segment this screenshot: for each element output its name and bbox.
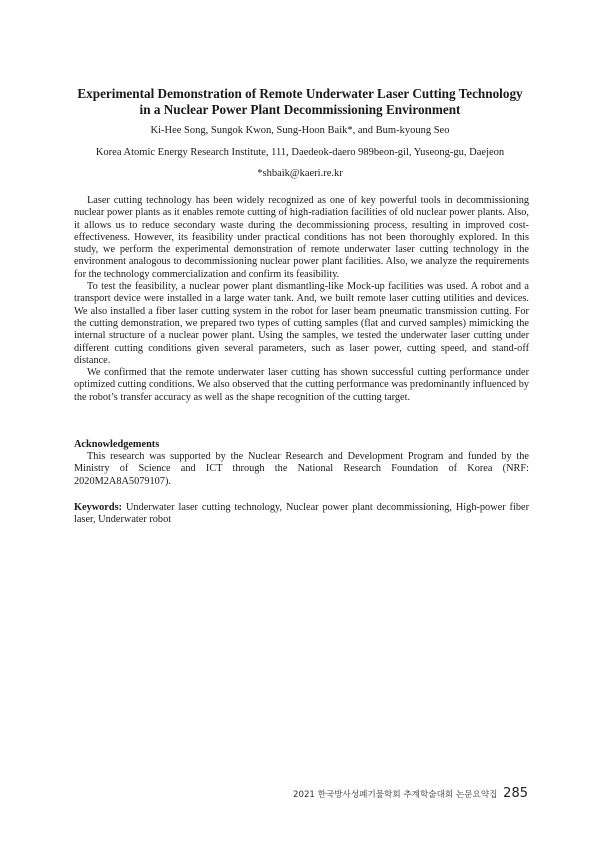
abstract-paragraph-1: Laser cutting technology has been widely recognized as one of key powerful tools in decommissioning nuclear power plants as it enables remote cutting of high-radiation facilities of old nuclear power plants. Also, it allows us to reduce secondary waste during the decommissioning process, resulting in improved cost-effectiveness. However, its feasibility under practical conditions has not been thoroughly explored. In this study, we perform the experimental demonstration of remote underwater laser cutting technology in the environment analogous to decommissioning nuclear power plant facilities. Also, we analyze the requirements for the technology commercialization and confirm its feasibility. bbox=[74, 195, 529, 280]
acknowledgements-section bbox=[74, 451, 529, 488]
acknowledgements-text: This research was supported by the Nuclear Research and Development Program and funded by the Ministry of Science and ICT through the National Research Foundation of Korea (NRF: 2020M2A8A5079107). bbox=[74, 451, 529, 487]
paper-title bbox=[60, 86, 540, 118]
author-list: Ki-Hee Song, Sungok Kwon, Sung-Hoon Baik*, and Bum-kyoung Seo bbox=[150, 125, 450, 136]
keywords-label: Keywords: bbox=[74, 502, 123, 513]
abstract-body bbox=[74, 195, 529, 404]
keywords-section bbox=[74, 502, 529, 527]
acknowledgements-heading: Acknowledgements bbox=[74, 439, 160, 450]
page-footer bbox=[293, 786, 528, 801]
corresponding-email: *shbaik@kaeri.re.kr bbox=[257, 168, 343, 179]
abstract-paragraph-3: We confirmed that the remote underwater laser cutting has shown successful cutting performance under optimized cutting conditions. We also observed that the cutting performance was predominantly influenced by the robot’s transfer accuracy as well as the shape recognition of the cutting target. bbox=[74, 367, 529, 403]
title-line-2: in a Nuclear Power Plant Decommissioning Environment bbox=[139, 102, 461, 117]
keywords-text: Underwater laser cutting technology, Nuclear power plant decommissioning, High-power fiber laser, Underwater robot bbox=[74, 502, 529, 526]
title-line-1: Experimental Demonstration of Remote Underwater Laser Cutting Technology bbox=[77, 86, 523, 101]
proceedings-title: 2021 한국방사성폐기물학회 추계학술대회 논문요약집 bbox=[293, 790, 498, 800]
abstract-paragraph-2: To test the feasibility, a nuclear power plant dismantling-like Mock-up facilities was used. A robot and a transport device were installed in a large water tank. And, we built remote laser cutting utilities and devices. We also installed a fiber laser cutting system in the robot for laser beam pneumatic transmission cutting. For the cutting demonstration, we prepared two types of cutting samples (flat and curved samples) mimicking the internal structure of a nuclear power plant. Using the samples, we tested the underwater laser cutting under different cutting conditions given several parameters, such as laser power, cutting speed, and stand-off distance. bbox=[74, 281, 529, 366]
page-number: 285 bbox=[503, 786, 528, 801]
affiliation: Korea Atomic Energy Research Institute, 111, Daedeok-daero 989beon-gil, Yuseong-gu, Daejeon bbox=[95, 147, 505, 158]
